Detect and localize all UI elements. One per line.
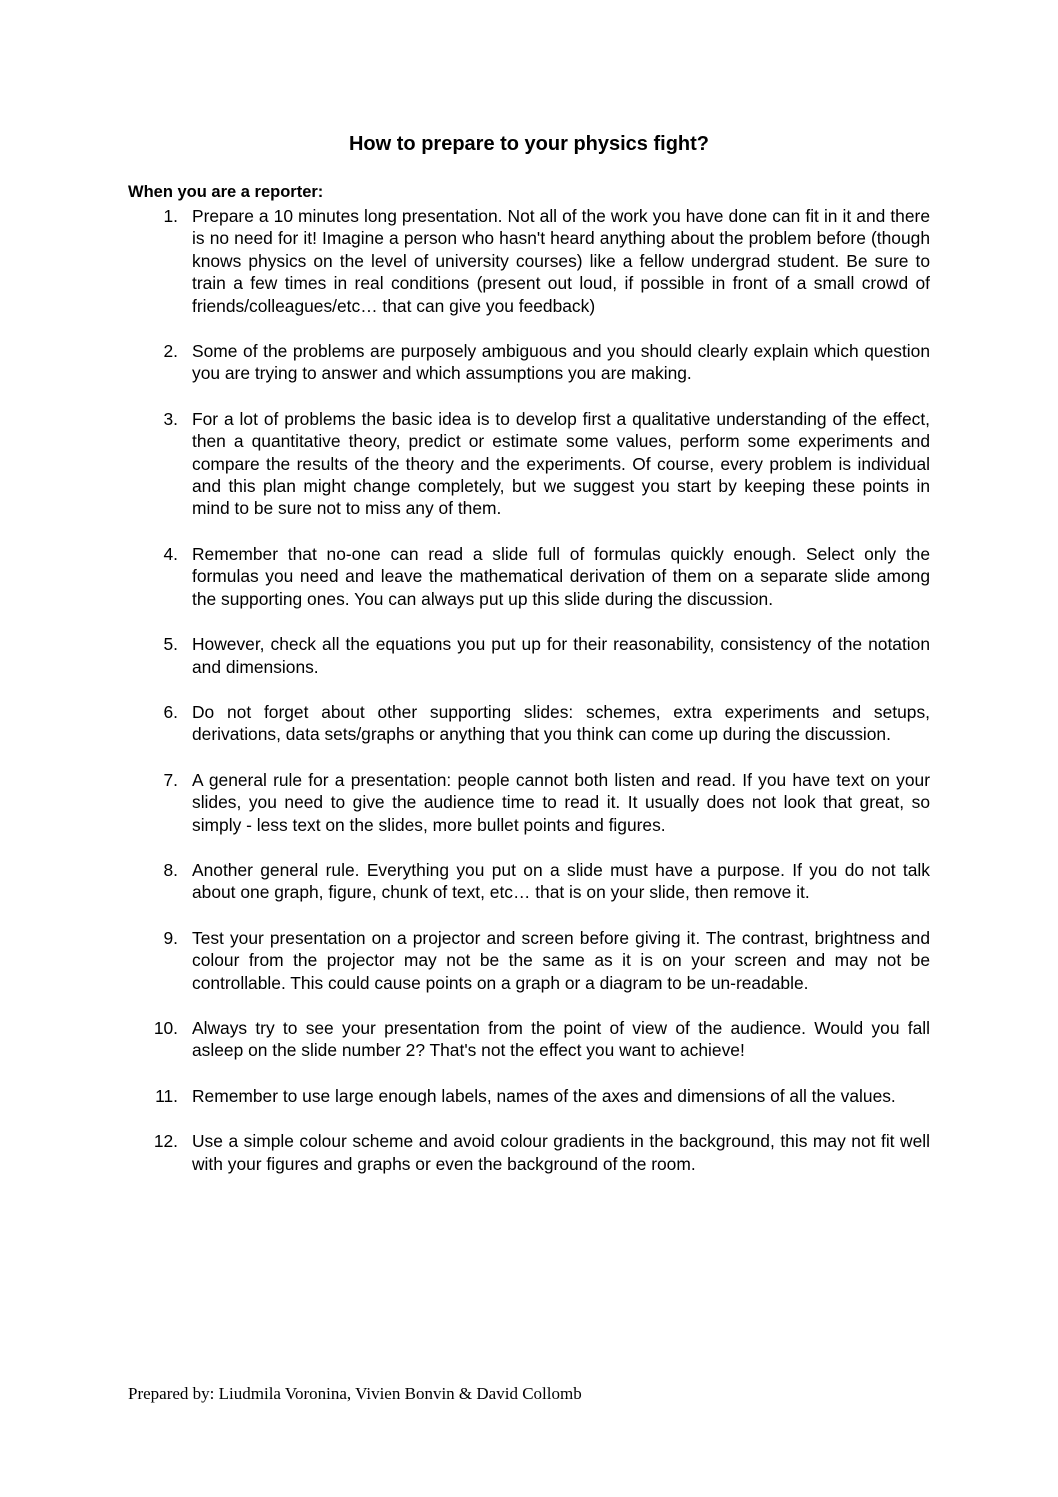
list-item-text: Remember to use large enough labels, names of the axes and dimensions of all the values. (192, 1085, 896, 1106)
page-title: How to prepare to your physics fight? (348, 133, 710, 155)
list-item-text: Use a simple colour scheme and avoid colour gradients in the background, this may not fit well with your figures and graphs or even the background of the room. (192, 1131, 930, 1174)
tips-list (128, 205, 930, 1198)
list-item (128, 205, 930, 317)
list-item-number: 3. (163, 408, 178, 429)
list-item (128, 408, 930, 520)
list-item (128, 340, 930, 385)
list-item-text: Remember that no-one can read a slide full of formulas quickly enough. Select only the formulas you need and leave the mathematical derivation of them on a separate slide among the supporting ones. You can always put up this slide during the discussion. (192, 543, 930, 609)
list-item-text: Some of the problems are purposely ambiguous and you should clearly explain which question you are trying to answer and which assumptions you are making. (192, 341, 930, 384)
list-item-number: 8. (163, 859, 178, 880)
list-item (128, 1085, 930, 1107)
list-item-number: 6. (163, 701, 178, 722)
list-item-text: Do not forget about other supporting slides: schemes, extra experiments and setups, derivations, data sets/graphs or anything that you think can come up during the discussion. (192, 701, 930, 745)
list-item-number: 9. (163, 927, 178, 948)
list-item (128, 769, 930, 836)
list-item (128, 543, 930, 610)
list-item-number: 5. (163, 634, 178, 655)
list-item-number: 2. (163, 341, 178, 362)
list-item (128, 633, 930, 678)
list-item-number: 1. (163, 206, 178, 226)
list-item-text: Test your presentation on a projector and screen before giving it. The contrast, brightness and colour from the projector may not be the same as it is on your screen and may not be controllable. This could cause points on a graph or a diagram to be un-readable. (192, 927, 930, 993)
list-item (128, 1130, 930, 1175)
list-item (128, 859, 930, 904)
list-item-number: 11. (155, 1085, 178, 1106)
section-heading: When you are a reporter: (128, 183, 324, 201)
list-item (128, 927, 930, 994)
list-item-number: 4. (163, 543, 178, 564)
list-item-text: Prepare a 10 minutes long presentation. Not all of the work you have done can fit in it and there is no need for it! Imagine a person who hasn't heard anything about the problem before (though knows physics on the level of university courses) like a fellow undergrad student. Be sure to train a few times in real conditions (present out loud, if possible in front of a small crowd of friends/colleagues/etc… that can give you feedback) (192, 206, 930, 316)
list-item-number: 12. (153, 1131, 178, 1152)
list-item-text: For a lot of problems the basic idea is to develop first a qualitative understanding of the effect, then a quantitative theory, predict or estimate some values, perform some experiments and compare the results of the theory and the experiments. Of course, every problem is individual and this plan might change completely, but we suggest you start by keeping these points in mind to be sure not to miss any of them. (192, 408, 930, 519)
footer-credits: Prepared by: Liudmila Voronina, Vivien Bonvin & David Collomb (128, 1384, 582, 1403)
list-item-text: A general rule for a presentation: people cannot both listen and read. If you have text on your slides, you need to give the audience time to read it. It usually does not look that great, so simply - less text on the slides, more bullet points and figures. (192, 769, 930, 835)
list-item (128, 1017, 930, 1062)
list-item-text: However, check all the equations you put up for their reasonability, consistency of the notation and dimensions. (192, 634, 930, 677)
list-item-number: 10. (153, 1017, 178, 1038)
list-item-text: Always try to see your presentation from the point of view of the audience. Would you fall asleep on the slide number 2? That's not the effect you want to achieve! (192, 1017, 930, 1061)
list-item-text: Another general rule. Everything you put on a slide must have a purpose. If you do not talk about one graph, figure, chunk of text, etc… that is on your slide, then remove it. (192, 859, 930, 903)
list-item-number: 7. (163, 769, 178, 790)
list-item (128, 701, 930, 746)
